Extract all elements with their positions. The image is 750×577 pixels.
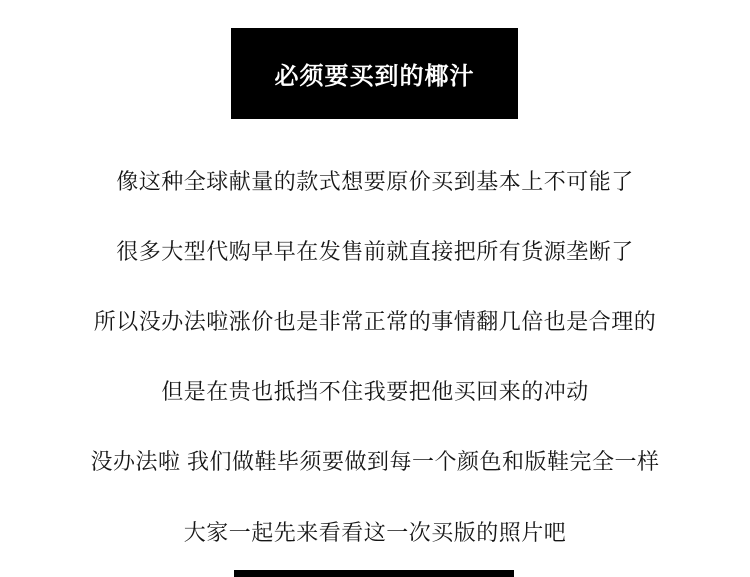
- next-section-title-box-partial: [234, 570, 514, 577]
- body-paragraph-3: 所以没办法啦涨价也是非常正常的事情翻几倍也是合理的: [93, 309, 657, 334]
- body-paragraph-1: 像这种全球献量的款式想要原价买到基本上不可能了: [116, 169, 634, 194]
- body-paragraph-6: 大家一起先来看看这一次买版的照片吧: [183, 520, 567, 545]
- body-paragraph-2: 很多大型代购早早在发售前就直接把所有货源垄断了: [116, 239, 634, 264]
- body-paragraph-4: 但是在贵也抵挡不住我要把他买回来的冲动: [161, 379, 589, 404]
- section-title: 必须要买到的椰汁: [274, 63, 475, 90]
- section-title-box: [231, 28, 518, 119]
- body-paragraph-5: 没办法啦 我们做鞋毕须要做到每一个颜色和版鞋完全一样: [90, 449, 660, 474]
